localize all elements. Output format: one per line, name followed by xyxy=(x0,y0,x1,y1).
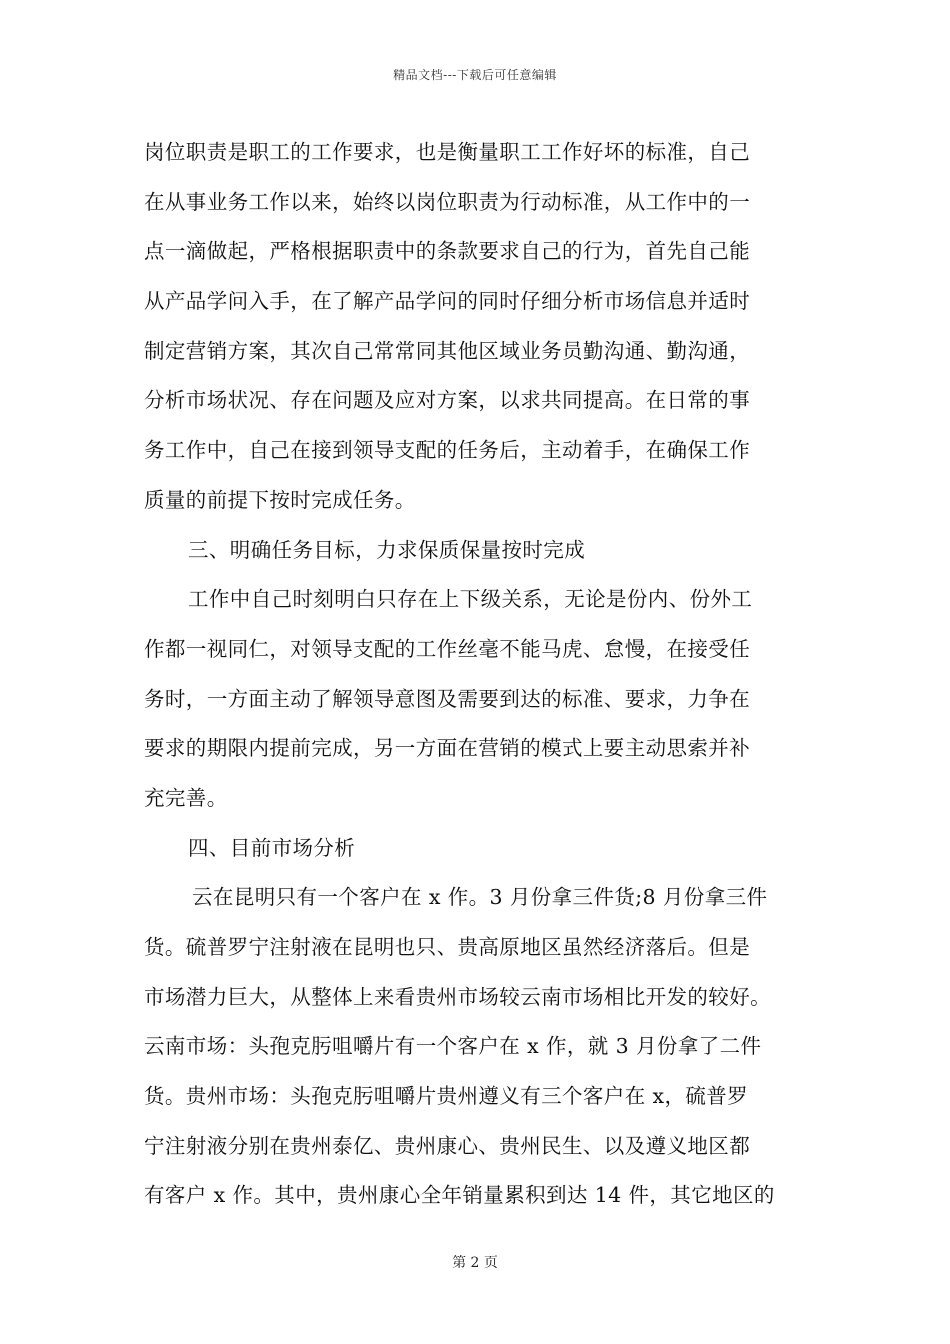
body-line: 有客户 x 作。其中，贵州康心全年销量累积到达 14 件，其它地区的 xyxy=(144,1183,775,1208)
body-line: 务时，一方面主动了解领导意图及需要到达的标准、要求，力争在 xyxy=(144,686,751,711)
body-line: 作都一视同仁，对领导支配的工作丝毫不能马虎、怠慢，在接受任 xyxy=(144,636,751,661)
body-line: 云在昆明只有一个客户在 x 作。3 月份拿三件货;8 月份拿三件 xyxy=(192,885,768,910)
body-line: 制定营销方案，其次自己常常同其他区域业务员勤沟通、勤沟通， xyxy=(144,338,751,363)
body-line: 质量的前提下按时完成任务。 xyxy=(144,487,416,512)
body-line: 点一滴做起，严格根据职责中的条款要求自己的行为，首先自己能 xyxy=(144,239,751,264)
page-header: 精品文档---下载后可任意编辑 xyxy=(393,68,557,82)
body-line: 在从事业务工作以来，始终以岗位职责为行动标准，从工作中的一 xyxy=(144,189,751,214)
page-number: 第 2 页 xyxy=(452,1255,498,1271)
body-line: 货。硫普罗宁注射液在昆明也只、贵高原地区虽然经济落后。但是 xyxy=(144,935,751,959)
body-line: 宁注射液分别在贵州泰亿、贵州康心、贵州民生、以及遵义地区都 xyxy=(144,1133,751,1158)
body-line: 分析市场状况、存在问题及应对方案，以求共同提高。在日常的事 xyxy=(144,388,751,413)
body-line: 务工作中，自己在接到领导支配的任务后，主动着手，在确保工作 xyxy=(144,438,751,463)
body-line: 充完善。 xyxy=(144,785,228,810)
body-line: 从产品学问入手，在了解产品学问的同时仔细分析市场信息并适时 xyxy=(144,289,751,314)
document-body xyxy=(144,128,814,1221)
section-heading: 三、明确任务目标，力求保质保量按时完成 xyxy=(188,537,586,562)
body-line: 工作中自己时刻明白只存在上下级关系，无论是份内、份外工 xyxy=(188,587,753,612)
body-line: 要求的期限内提前完成，另一方面在营销的模式上要主动思索并补 xyxy=(144,736,751,761)
body-line: 云南市场：头孢克肟咀嚼片有一个客户在 x 作，就 3 月份拿了二件 xyxy=(144,1034,762,1059)
body-line: 货。贵州市场：头孢克肟咀嚼片贵州遵义有三个客户在 x，硫普罗 xyxy=(144,1084,749,1109)
body-line: 市场潜力巨大，从整体上来看贵州市场较云南市场相比开发的较好。 xyxy=(144,984,771,1009)
body-line: 岗位职责是职工的工作要求，也是衡量职工工作好坏的标准，自己 xyxy=(144,140,751,164)
section-heading: 四、目前市场分析 xyxy=(188,835,356,860)
